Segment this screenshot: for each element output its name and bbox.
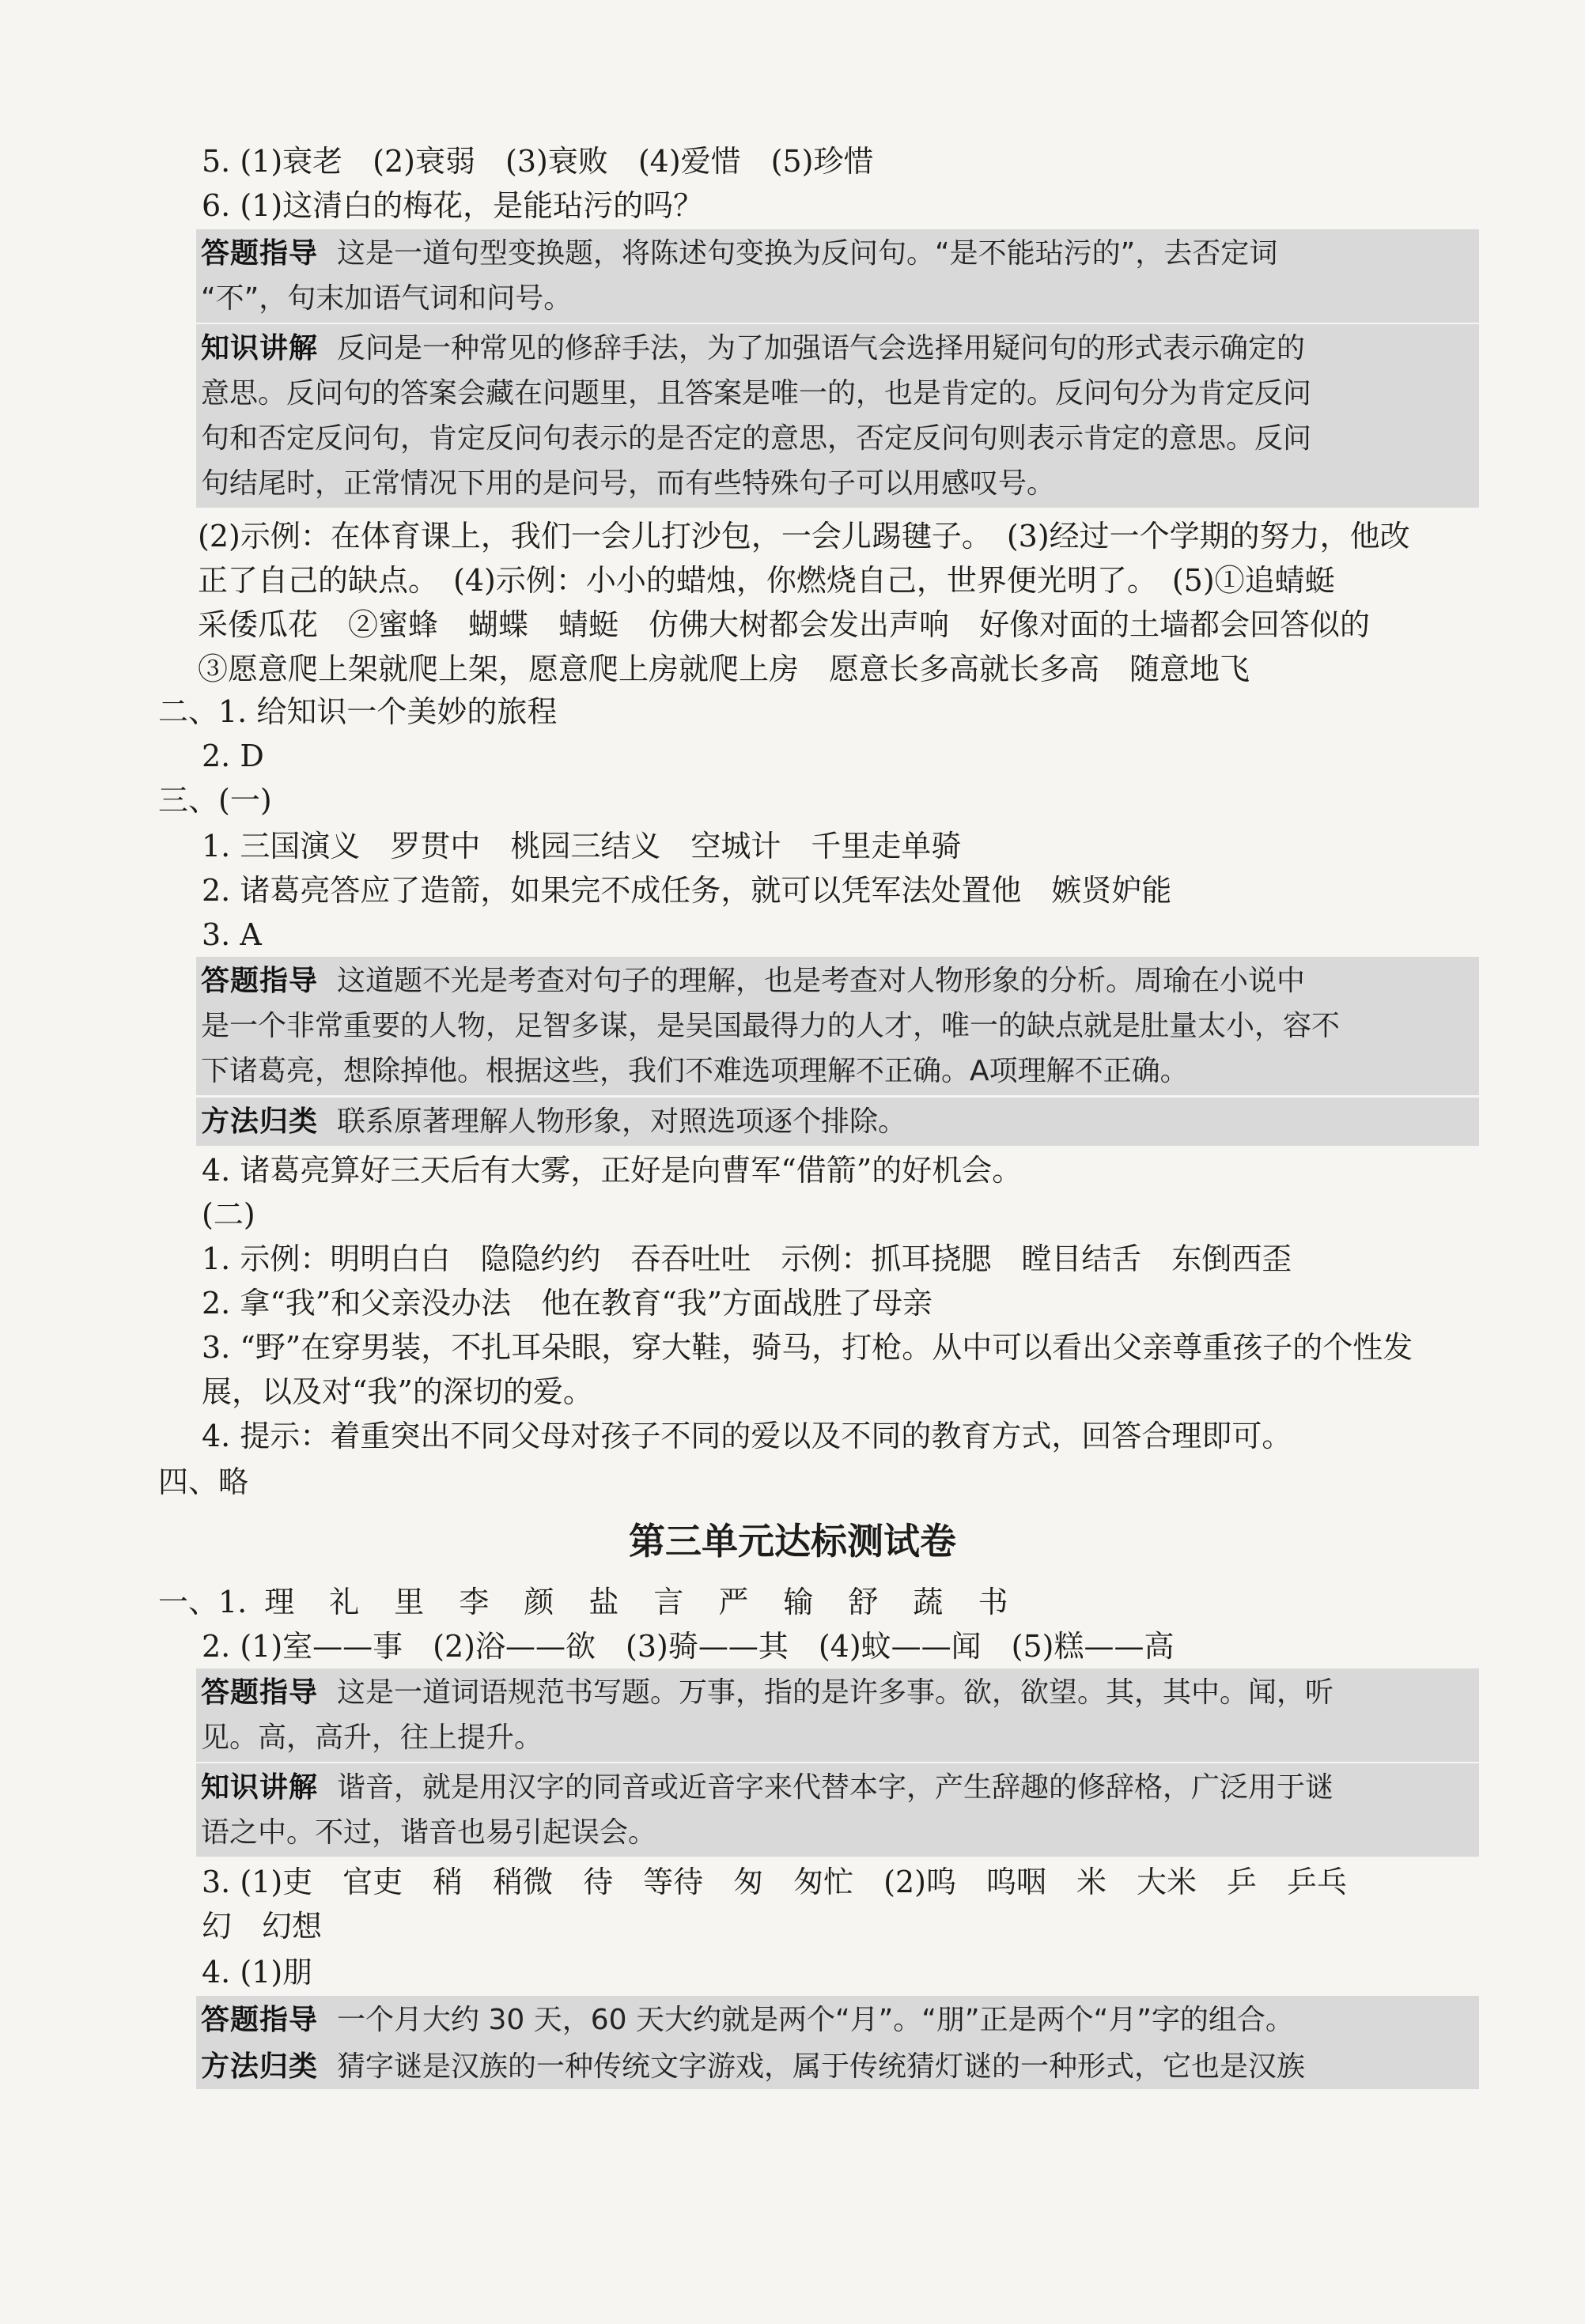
char: 蔬 <box>913 1585 944 1619</box>
note-answer-guide-1 <box>196 229 1479 323</box>
section-3-answer-2: 2. 诸葛亮答应了造箭，如果完不成任务，就可以凭军法处置他 嫉贤妒能 <box>202 873 1172 908</box>
section-3-b2: 2. 拿“我”和父亲没办法 他在教育“我”方面战胜了母亲 <box>202 1286 933 1321</box>
section-3-sub-2: (二) <box>202 1197 255 1232</box>
test-answer-4-1: 4. (1)朋 <box>202 1955 313 1990</box>
char: 理 <box>264 1585 295 1619</box>
note-knowledge-2 <box>196 1763 1479 1857</box>
page-title: 第三单元达标测试卷 <box>629 1520 956 1563</box>
note-line: “不”，句末加语气词和问号。 <box>201 282 573 315</box>
note-tag: 答题指导 <box>201 237 319 270</box>
note-line: 谐音，就是用汉字的同音或近音字来代替本字，产生辞趣的修辞格，广泛用于谜 <box>337 1771 1334 1804</box>
note-line: 反问是一种常见的修辞手法，为了加强语气会选择用疑问句的形式表示确定的 <box>337 332 1306 365</box>
section-3-b3-line: 3. “野”在穿男装，不扎耳朵眼，穿大鞋，骑马，打枪。从中可以看出父亲尊重孩子的个性发 <box>202 1330 1413 1365</box>
note-line: 联系原著理解人物形象，对照选项逐个排除。 <box>337 1105 907 1138</box>
note-knowledge-1 <box>196 324 1479 508</box>
section-3-b3-line: 展，以及对“我”的深切的爱。 <box>202 1374 593 1409</box>
note-answer-guide-2 <box>196 957 1479 1095</box>
test-answer-1 <box>158 1580 1439 1624</box>
note-tag: 知识讲解 <box>201 1771 319 1804</box>
test-answer-2: 2. (1)室——事 (2)浴——欲 (3)骑——其 (4)蚊——闻 (5)糕——高 <box>202 1629 1175 1664</box>
char: 输 <box>783 1585 814 1619</box>
test-answer-3-line: 幻 幻想 <box>202 1909 323 1944</box>
note-line: 这道题不光是考查对句子的理解，也是考查对人物形象的分析。周瑜在小说中 <box>337 965 1306 997</box>
char: 颜 <box>524 1585 554 1619</box>
char: 里 <box>394 1585 425 1619</box>
char: 言 <box>653 1585 684 1619</box>
answer-5: 5. (1)衰老 (2)衰弱 (3)衰败 (4)爱惜 (5)珍惜 <box>202 144 874 179</box>
char: 书 <box>978 1585 1008 1619</box>
answer-6-rest-line: ③愿意爬上架就爬上架，愿意爬上房就爬上房 愿意长多高就长多高 随意地飞 <box>198 652 1250 686</box>
note-line: 猜字谜是汉族的一种传统文字游戏，属于传统猜灯谜的一种形式，它也是汉族 <box>337 2050 1306 2083</box>
note-tag: 方法归类 <box>201 2050 319 2083</box>
section-4: 四、略 <box>158 1464 249 1499</box>
note-line: 这是一道词语规范书写题。万事，指的是许多事。欲，欲望。其，其中。闻，听 <box>337 1676 1334 1709</box>
answer-6-rest-line: (2)示例：在体育课上，我们一会儿打沙包，一会儿踢毽子。 (3)经过一个学期的努力，他改 <box>198 519 1410 554</box>
note-answer-guide-4 <box>196 1996 1479 2044</box>
section-3-b1: 1. 示例：明明白白 隐隐约约 吞吞吐吐 示例：抓耳挠腮 瞠目结舌 东倒西歪 <box>202 1241 1292 1276</box>
note-method-1 <box>196 1098 1479 1146</box>
note-tag: 答题指导 <box>201 2004 319 2036</box>
note-line: 这是一道句型变换题，将陈述句变换为反问句。“是不能玷污的”，去否定词 <box>337 237 1278 270</box>
section-3-answer-3: 3. A <box>202 917 262 952</box>
note-tag: 答题指导 <box>201 1676 319 1709</box>
answer-6-rest-line: 正了自己的缺点。 (4)示例：小小的蜡烛，你燃烧自己，世界便光明了。 (5)①追蜻蜓 <box>198 563 1335 598</box>
char: 李 <box>459 1585 490 1619</box>
answer-6-rest-line: 采倭瓜花 ②蜜蜂 蝴蝶 蜻蜓 仿佛大树都会发出声响 好像对面的土墙都会回答似的 <box>198 607 1371 642</box>
char: 严 <box>718 1585 749 1619</box>
note-line: 见。高，高升，往上提升。 <box>201 1721 543 1754</box>
char: 礼 <box>329 1585 360 1619</box>
note-method-2 <box>196 2044 1479 2091</box>
note-line: 语之中。不过，谐音也易引起误会。 <box>201 1816 657 1849</box>
prefix: 一、1. <box>158 1585 248 1619</box>
note-line: 一个月大约 30 天，60 天大约就是两个“月”。“朋”正是两个“月”字的组合。 <box>337 2004 1294 2036</box>
section-3-answer-1: 1. 三国演义 罗贯中 桃园三结义 空城计 千里走单骑 <box>202 829 962 863</box>
note-tag: 答题指导 <box>201 965 319 997</box>
char: 盐 <box>588 1585 619 1619</box>
section-2-heading: 二、1. 给知识一个美妙的旅程 <box>158 694 558 729</box>
test-answer-3-line: 3. (1)吏 官吏 稍 稍微 待 等待 匆 匆忙 (2)呜 呜咽 米 大米 乒 乒乓 <box>202 1865 1347 1899</box>
note-line: 意思。反问句的答案会藏在问题里，且答案是唯一的，也是肯定的。反问句分为肯定反问 <box>201 377 1312 410</box>
char: 舒 <box>848 1585 879 1619</box>
answer-6-1: 6. (1)这清白的梅花，是能玷污的吗？ <box>202 188 704 223</box>
note-line: 句和否定反问句，肯定反问句表示的是否定的意思，否定反问句则表示肯定的意思。反问 <box>201 422 1312 455</box>
note-line: 句结尾时，正常情况下用的是问号，而有些特殊句子可以用感叹号。 <box>201 467 1056 500</box>
note-tag: 方法归类 <box>201 1105 319 1138</box>
note-answer-guide-3 <box>196 1668 1479 1762</box>
section-3-heading: 三、(一) <box>158 783 272 818</box>
section-3-b4: 4. 提示：着重突出不同父母对孩子不同的爱以及不同的教育方式，回答合理即可。 <box>202 1419 1292 1453</box>
section-3-answer-4: 4. 诸葛亮算好三天后有大雾，正好是向曹军“借箭”的好机会。 <box>202 1153 1023 1188</box>
note-line: 是一个非常重要的人物，足智多谋，是吴国最得力的人才，唯一的缺点就是肚量太小，容不 <box>201 1010 1341 1042</box>
note-line: 下诸葛亮，想除掉他。根据这些，我们不难选项理解不正确。A项理解不正确。 <box>201 1055 1189 1087</box>
note-tag: 知识讲解 <box>201 332 319 365</box>
section-2-answer-2: 2. D <box>202 739 264 773</box>
